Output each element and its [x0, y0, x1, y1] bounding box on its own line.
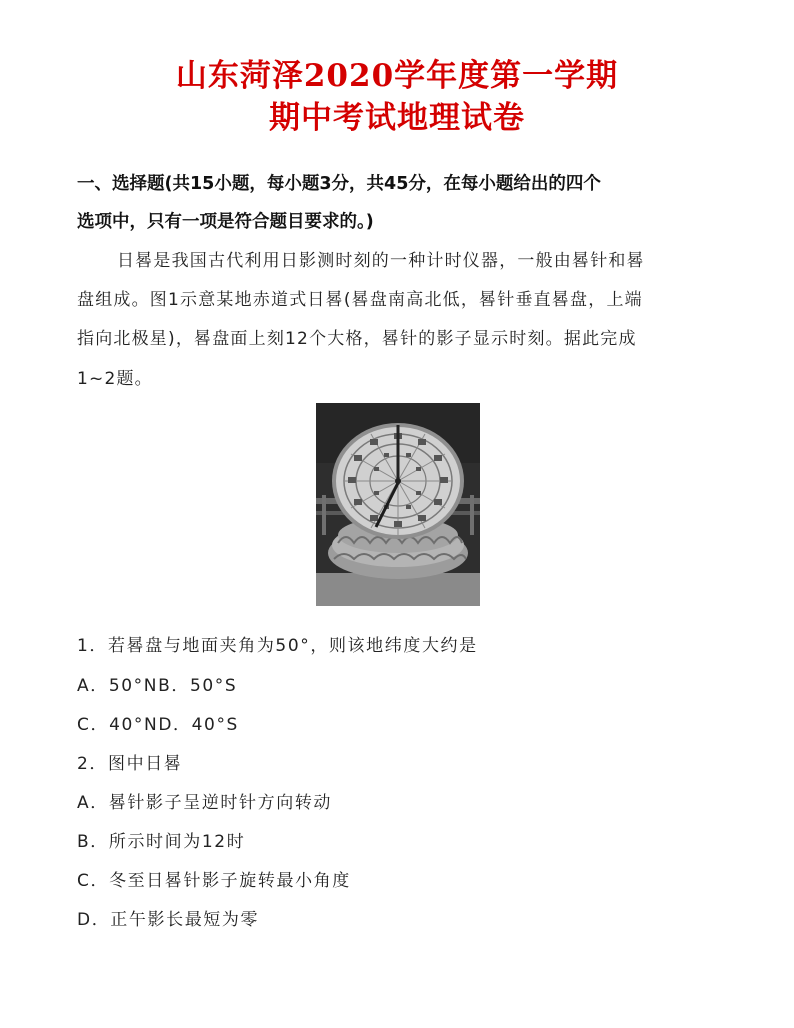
- question-2-option-c: C．冬至日晷针影子旋转最小角度: [77, 871, 351, 891]
- question-1-options-ab: A．50°NB．50°S: [77, 676, 238, 696]
- sundial-illustration: [316, 403, 480, 606]
- question-2-option-a: A．晷针影子呈逆时针方向转动: [77, 793, 333, 813]
- question-2-option-b: B．所示时间为12时: [77, 832, 246, 852]
- exam-title-line1: 山东菏泽2020学年度第一学期: [175, 58, 619, 94]
- exam-title-line2: 期中考试地理试卷: [269, 100, 525, 136]
- question-1-stem: 1．若晷盘与地面夹角为50°，则该地纬度大约是: [77, 636, 478, 656]
- section-heading-line2: 选项中，只有一项是符合题目要求的。): [77, 212, 374, 232]
- passage-line-2: 盘组成。图1示意某地赤道式日晷(晷盘南高北低，晷针垂直晷盘，上端: [77, 290, 643, 310]
- passage-line-1: 日晷是我国古代利用日影测时刻的一种计时仪器，一般由晷针和晷: [117, 251, 645, 271]
- question-1-options-cd: C．40°ND．40°S: [77, 715, 239, 735]
- section-heading-line1: 一、选择题(共15小题，每小题3分，共45分，在每小题给出的四个: [77, 174, 601, 194]
- sundial-photo: [316, 403, 480, 606]
- question-2-stem: 2．图中日晷: [77, 754, 183, 774]
- passage-line-3: 指向北极星)，晷盘面上刻12个大格，晷针的影子显示时刻。据此完成: [77, 329, 637, 349]
- question-2-option-d: D．正午影长最短为零: [77, 910, 260, 930]
- passage-line-4: 1~2题。: [77, 369, 153, 389]
